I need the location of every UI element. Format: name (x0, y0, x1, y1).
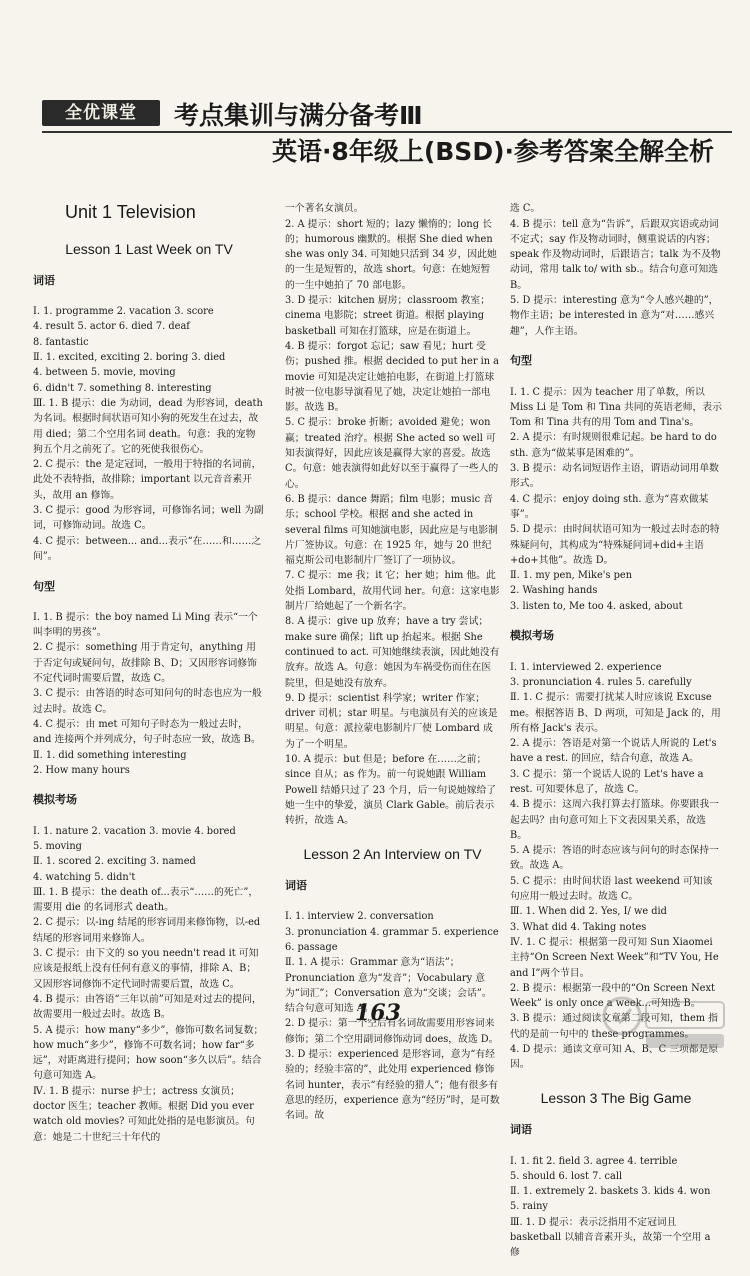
answer-block: Ⅰ. 1. C 提示：因为 teacher 用了单数，所以 Miss Li 是 Tom 和 Tina 共同的英语老师，表示 Tom 和 Tina 共有的用 Tom and Tina's。 2. A 提示：有时规则很难记起。be hard to do sth. 意为“做某事是困难的”。 3. B 提示：动名词短语作主语，谓语动词用单数形式。 4. C 提示：enjoy doing sth. 意为“喜欢做某事”。 5. D 提示：由时间状语可知为一般过去时态的特殊疑问句，其构成为“特殊疑问词+did+主语+do+其他”。故选 D。 Ⅱ. 1. my pen, Mike's pen 2. Washing hands 3. listen to, Me too 4. asked, about (510, 386, 722, 612)
answer-block: Ⅰ. 1. nature 2. vacation 3. movie 4. bored 5. moving Ⅱ. 1. scored 2. exciting 3. named 4. watching 5. didn't Ⅲ. 1. B 提示：the death of...表示“……的死亡”，需要用 die 的名词形式 death。 2. C 提示：以-ing 结尾的形容词用来修饰物，以-ed 结尾的形容词用来修饰人。 3. C 提示：由下文的 so you needn't read it 可知应该是报纸上没有任何有意义的事情，排除 A、B；又因形容词修饰不定代词时需要后置，故选 C。 4. B 提示：由答语“三年以前”可知是对过去的提问，故需要用一般过去时。故选 B。 5. A 提示：how many“多少”，修饰可数名词复数；how much“多少”，修饰不可数名词；how far“多远”，对距离进行提问；how soon“多久以后”。结合句意可知选 A。 Ⅳ. 1. B 提示：nurse 护士；actress 女演员；doctor 医生；teacher 教师。根据 Did you ever watch old movies? 可知此处指的是电影演员。句意：她是二十世纪三十年代的 (33, 825, 264, 1143)
series-title: 考点集训与满分备考Ⅲ (174, 101, 423, 130)
unit-title: Unit 1 Television (65, 202, 196, 223)
header-banner (42, 92, 732, 164)
section-heading: 模拟考场 (33, 794, 77, 807)
column-right (510, 186, 722, 1259)
lesson-title: Lesson 1 Last Week on TV (65, 240, 233, 257)
book-title: 英语·8年级上(BSD)·参考答案全解全析 (271, 137, 714, 166)
section-heading: 词语 (285, 880, 307, 893)
answer-block: Ⅰ. 1. interview 2. conversation 3. pronunciation 4. grammar 5. experience 6. passage Ⅱ. 1. A 提示：Grammar 意为“语法”；Pronunciation 意为“发音”；Vocabulary 意为“词汇”；Conversation 意为“交谈；会话”。结合句意可知选 A。 2. D 提示：第一个空后有名词故需要用形容词来修饰；第二个空用副词修饰动词 does，故选 D。 3. D 提示：experienced 是形容词，意为“有经验的；经验丰富的”，此处用 experienced 修饰名词 hunter，表示“有经验的猎人”；他有很多有意思的经历，experience 意为“经历”时，是可数名词。故 (285, 911, 500, 1122)
answer-block: Ⅰ. 1. interviewed 2. experience 3. pronunciation 4. rules 5. carefully Ⅱ. 1. C 提示：需要打扰某人时应该说 Excuse me。根据答语 B、D 两项，可知是 Jack 的，用所有格 Jack's 表示。 2. A 提示：答语是对第一个说话人所说的 Let's have a rest. 的回应，结合句意，故选 A。 3. C 提示：第一个说话人说的 Let's have a rest. 可知要休息了，故选 C。 4. B 提示：这周六我打算去打篮球。你要跟我一起去吗？由句意可知上下文表因果关系，故选 B。 5. A 提示：答语的时态应该与问句的时态保持一致。故选 A。 5. C 提示：由时间状语 last weekend 可知该句应用一般过去时。故选 C。 Ⅲ. 1. When did 2. Yes, I/ we did 3. What did 4. Taking notes Ⅳ. 1. C 提示：根据第一段可知 Sun Xiaomei 主持“On Screen Next Week”和“TV You, He and I”两个节目。 2. B 提示：根据第一段中的“On Screen Next Week” is only once a week...可知选 B。 3. B 提示：通过阅读文章第二段可知，them 指代的是前一句中的 these 4. D 提示：通读文章可知 A、B、C 三项都是原因。 (510, 661, 721, 1071)
watermark-logo (600, 994, 730, 1052)
answer-block: 一个著名女演员。 2. A 提示：short 短的；lazy 懒惰的；long 长的；humorous 幽默的。根据 She died when she was only 34. 可知她只活到 34 岁，因此她的一生是短暂的，故选 short。句意：在她短暂的一生中她拍了 70 部电影。 3. D 提示：kitchen 厨房；classroom 教室；cinema 电影院；street 街道。根据 playing basketball 可知在打篮球，应是在街道上。 4. B 提示：forgot 忘记；saw 看见；hurt 受伤；pushed 推。根据 decided to put her in a movie 可知是决定让她拍电影，在街道上打篮球时被一位电影导演看见了她，决定让她拍一部电影。故选 B。 5. C 提示：broke 折断；avoided 避免；won 赢；treated 治疗。根据 She acted so well 可知表演得好，因此应该是赢得大家的喜爱。故选 C。句意：她表演得如此好以至于赢得了一些人的心。 6. B 提示：dance 舞蹈；film 电影；music 音乐；school 学校。根据 and she acted in several films 可知她演电影，因此应是与电影制片厂签协议。句意：在 1925 年，她与 20 世纪福克斯公司电影制片厂签订了一项协议。 7. C 提示：me 我；it 它；her 她；him 他。此处指 Lombard，故用代词 her。句意：这家电影制片厂给她起了一个新名字。 8. A 提示：give up 放弃；have a try 尝试；make sure 确保；lift up 抬起来。根据 She continued to act. 可知她继续表演，因此她没有放弃。故选 A。句意：她因为车祸受伤而住在医院里，但是她没有放弃。 9. D 提示：scientist 科学家；writer 作家；driver 司机；star 明星。与电演员有关的应该是明星。句意：派拉蒙电影制片厂使 Lombard 成为了一个明星。 10. A 提示：but 但是；before 在……之前；since 自从；as 作为。前一句说她跟 William Powell 结婚只过了 23 个月，后一句说她嫁给了她一生中的挚爱，演员 Clark Gable。前后表示转折，故选 A。 (285, 203, 500, 827)
page-number: 163 (355, 1000, 401, 1026)
section-heading: 词语 (33, 274, 55, 287)
section-heading: 模拟考场 (510, 630, 554, 643)
lesson-title: Lesson 3 The Big Game (540, 1089, 692, 1106)
section-heading: 句型 (33, 580, 55, 593)
section-heading: 词语 (510, 1124, 532, 1137)
lesson-title: Lesson 2 An Interview on TV (303, 845, 482, 862)
answer-block: Ⅰ. 1. programme 2. vacation 3. score 4. result 5. actor 6. died 7. deaf 8. fantastic Ⅱ. 1. excited, exciting 2. boring 3. died 4. between 5. movie, moving 6. didn't 7. something 8. interesting Ⅲ. 1. B 提示：die 为动词，dead 为形容词，death 为名词。根据时间状语可知小狗的死发生在过去，故用 died；第二个空用名词 death。句意：我的宠物狗五个月之前死了。它的死使我很伤心。 2. C 提示：the 是定冠词，一般用于特指的名词前，此处不表特指，故排除；important 以元音音素开头，故用 an 修饰。 3. C 提示：good 为形容词，可修饰名词；well 为副词，可修饰动词。故选 C。 4. C 提示：between... and...表示“在……和……之间”。 (33, 306, 264, 562)
section-heading: 句型 (510, 355, 532, 368)
answer-block: Ⅰ. 1. fit 2. field 3. agree 4. terrible 5. should 6. lost 7. call Ⅱ. 1. extremely 2. baskets 3. kids 4. won 5. rainy Ⅲ. 1. D 提示：表示泛指用不定冠词且 basketball 以辅音音素开头，故第一个空用 a 修 (510, 1155, 711, 1259)
answer-block: Ⅰ. 1. B 提示：the boy named Li Ming 表示“一个叫李明的男孩”。 2. C 提示：something 用于肯定句，anything 用于否定句或疑问句，故排除 B、D；又因形容词修饰不定代词时需要后置，故选 C。 3. C 提示：由答语的时态可知问句的时态也应为一般过去时。故选 C。 4. C 提示：由 met 可知句子时态为一般过去时，and 连接两个并列成分，句子时态应一致，故选 B。 Ⅱ. 1. did something interesting 2. How many hours (33, 611, 262, 776)
brand-logo: 全优课堂 (42, 100, 160, 126)
answer-block: 选 C。 4. B 提示：tell 意为“告诉”，后跟双宾语或动词不定式；say 作及物动词时，侧重说话的内容；speak 作及物动词时，后跟语言；talk 为不及物动词，常用 talk to/ with sb.。结合句意可知选 B。 5. D 提示：interesting 意为“令人感兴趣的”，物作主语；be interested in 意为“对……感兴趣”，人作主语。 (510, 203, 721, 337)
column-left (33, 186, 265, 1143)
